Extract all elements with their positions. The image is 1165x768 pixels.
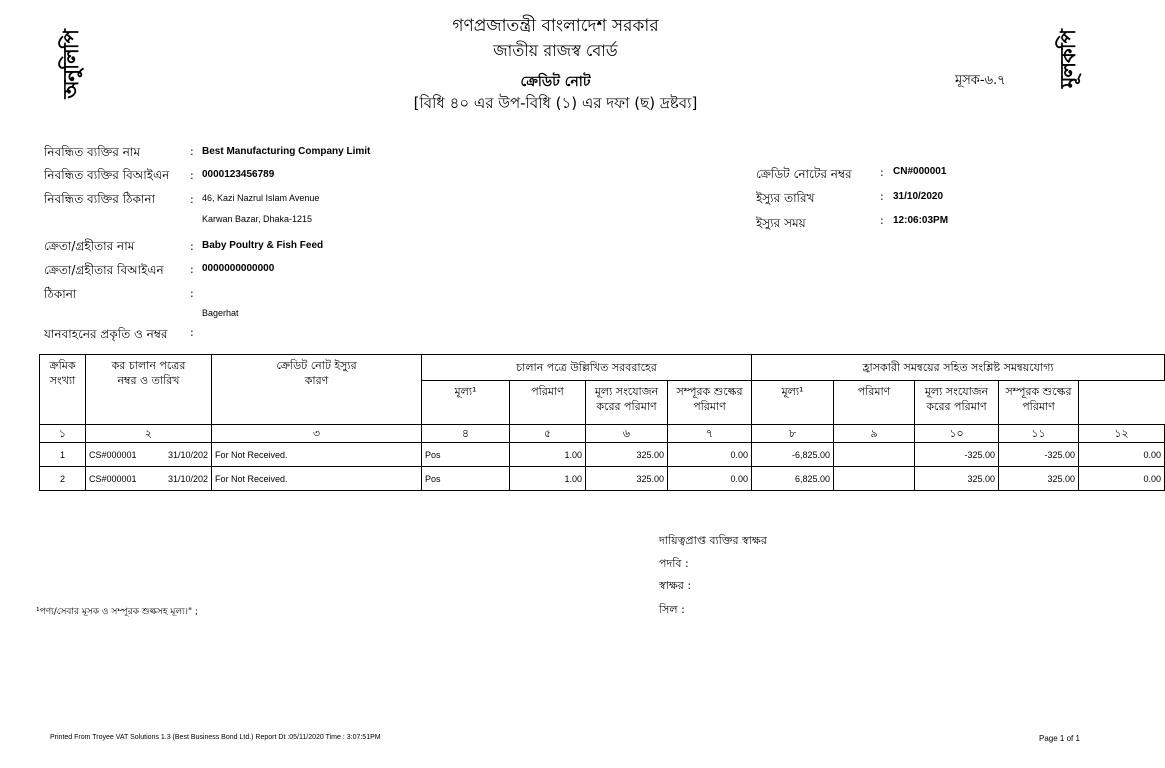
header-adjustment: হ্রাসকারী সমন্বয়ের সহিত সংশ্লিষ্ট সমন্বয়যোগ্য [752, 355, 1165, 381]
colon: : [880, 214, 884, 227]
row-invoice [86, 443, 212, 467]
col-number: ৫ [510, 425, 586, 443]
row-invoice [86, 467, 212, 491]
colon: : [880, 190, 884, 203]
row-serial: 2 [40, 467, 86, 491]
header-invoice-supply: চালান পত্রে উল্লিখিত সরবরাহের [422, 355, 752, 381]
header-value: মূল্য¹ [422, 381, 510, 425]
issue-time-label: ইস্যুর সময় [756, 216, 806, 230]
col-number: ২ [86, 425, 212, 443]
row-reason: For Not Received. [212, 467, 422, 491]
row-adj-value: -6,825.00 [752, 443, 834, 467]
seller-address-line1: 46, Kazi Nazrul Islam Avenue [202, 193, 320, 203]
row-adj-qty [834, 443, 915, 467]
issue-date-label: ইস্যুর তারিখ [756, 191, 815, 205]
header-adj-vat: মূল্য সংযোজন করের পরিমাণ [915, 381, 999, 425]
row-serial: 1 [40, 443, 86, 467]
page-number: Page 1 of 1 [1039, 734, 1080, 743]
col-number: ১ [40, 425, 86, 443]
issue-date: 31/10/2020 [893, 191, 944, 202]
header-invoice: কর চালান পত্রের নম্বর ও তারিখ [86, 355, 212, 425]
colon: : [190, 326, 194, 339]
colon: : [190, 145, 194, 158]
colon: : [190, 193, 194, 206]
note-number-label: ক্রেডিট নোটের নম্বর [756, 167, 852, 181]
government-title: গণপ্রজাতন্ত্রী বাংলাদেশ সরকার [452, 16, 659, 36]
credit-note-table [39, 354, 1165, 491]
header-sd: সম্পূরক শুল্কের পরিমাণ [668, 381, 752, 425]
sign-label: স্বাক্ষর : [659, 579, 692, 592]
colon: : [880, 166, 884, 179]
row-invoice-no: CS#000001 [89, 473, 137, 484]
vehicle-label: যানবাহনের প্রকৃতি ও নম্বর [44, 327, 168, 341]
issue-time: 12:06:03PM [893, 215, 949, 226]
page-title: ক্রেডিট নোট [520, 74, 591, 90]
row-adj-vat: 325.00 [915, 467, 999, 491]
buyer-address: Bagerhat [202, 308, 239, 318]
seller-name: Best Manufacturing Company Limit [202, 146, 371, 157]
row-adj-vat: -325.00 [915, 443, 999, 467]
rule-reference: [বিধি ৪০ এর উপ-বিধি (১) এর দফা (ছ) দ্রষ্টব্য] [413, 94, 698, 112]
row-adj-vat: 325.00 [999, 467, 1079, 491]
row-invoice-date: 31/10/202 [167, 449, 208, 460]
seal-label: সিল : [659, 603, 685, 616]
row-vat: 325.00 [586, 443, 668, 467]
colon: : [190, 287, 194, 300]
header-adj-qty: পরিমাণ [834, 381, 915, 425]
original-stamp: মূলকপি [1056, 30, 1080, 89]
header-reason: ক্রেডিট নোট ইস্যুর কারণ [212, 355, 422, 425]
signature-title: দায়িত্বপ্রাপ্ত ব্যক্তির স্বাক্ষর [659, 534, 767, 547]
board-title: জাতীয় রাজস্ব বোর্ড [493, 41, 618, 60]
header-adj-value: মূল্য¹ [752, 381, 834, 425]
row-qty: 1.00 [510, 443, 586, 467]
row-value: Pos [422, 443, 510, 467]
col-number: ৬ [586, 425, 668, 443]
seller-address-label: নিবন্ধিত ব্যক্তির ঠিকানা [44, 192, 156, 206]
note-number: CN#000001 [893, 166, 947, 177]
row-sd: 0.00 [668, 467, 752, 491]
row-qty: 1.00 [510, 467, 586, 491]
row-adj-vat: -325.00 [999, 443, 1079, 467]
print-info: Printed From Troyee VAT Solutions 1.3 (Best Business Bond Ltd.) Report Dt :05/11/2020 Time : 3:07:51PM [50, 734, 381, 741]
row-value: Pos [422, 467, 510, 491]
colon: : [190, 263, 194, 276]
row-adj-sd: 0.00 [1079, 443, 1165, 467]
row-invoice-date: 31/10/202 [167, 473, 208, 484]
table-row [40, 443, 1165, 467]
buyer-bin: 0000000000000 [202, 263, 275, 274]
header-adj-sd: সম্পূরক শুল্কের পরিমাণ [999, 381, 1079, 425]
form-number: মূসক-৬.৭ [955, 73, 1006, 88]
row-vat: 325.00 [586, 467, 668, 491]
header-qty: পরিমাণ [510, 381, 586, 425]
header-vat: মূল্য সংযোজন করের পরিমাণ [586, 381, 668, 425]
table-row [40, 467, 1165, 491]
colon: : [190, 169, 194, 182]
copy-stamp: অনুলিপি [59, 30, 83, 99]
row-invoice-no: CS#000001 [89, 449, 137, 460]
col-number: ৩ [212, 425, 422, 443]
seller-name-label: নিবন্ধিত ব্যক্তির নাম [44, 145, 140, 159]
row-adj-sd: 0.00 [1079, 467, 1165, 491]
seller-bin: 0000123456789 [202, 169, 275, 180]
row-adj-qty [834, 467, 915, 491]
buyer-name-label: ক্রেতা/গ্রহীতার নাম [44, 239, 135, 253]
col-number: ৮ [752, 425, 834, 443]
col-number: ১২ [1079, 425, 1165, 443]
buyer-address-label: ঠিকানা [44, 287, 77, 301]
col-number: ৪ [422, 425, 510, 443]
row-sd: 0.00 [668, 443, 752, 467]
seller-address-line2: Karwan Bazar, Dhaka-1215 [202, 214, 313, 224]
colon: : [190, 240, 194, 253]
designation-label: পদবি : [659, 557, 689, 570]
seller-bin-label: নিবন্ধিত ব্যক্তির বিআইএন [44, 168, 170, 182]
header-serial: ক্রমিক সংখ্যা [40, 355, 86, 425]
footnote: ¹পণ্য/সেবার মূসক ও সম্পূরক শুল্কসহ মূল্য।" ; [36, 607, 198, 617]
buyer-name: Baby Poultry & Fish Feed [202, 240, 324, 251]
row-reason: For Not Received. [212, 443, 422, 467]
col-number: ৯ [834, 425, 915, 443]
col-number: ৭ [668, 425, 752, 443]
col-number: ১০ [915, 425, 999, 443]
row-adj-value: 6,825.00 [752, 467, 834, 491]
buyer-bin-label: ক্রেতা/গ্রহীতার বিআইএন [44, 263, 164, 277]
col-number: ১১ [999, 425, 1079, 443]
